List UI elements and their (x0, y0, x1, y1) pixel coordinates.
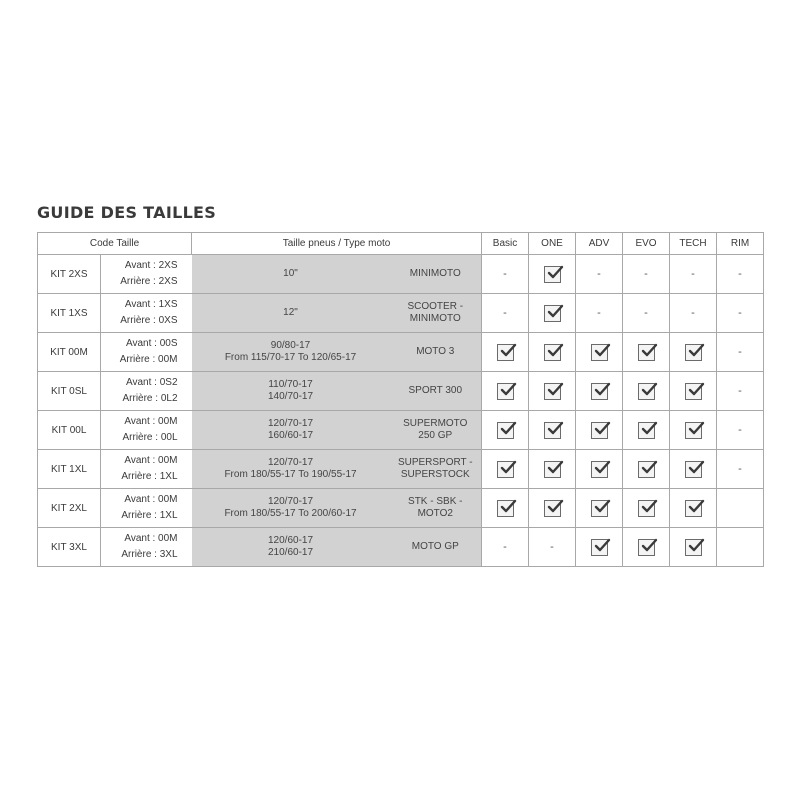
compat-cell-adv (576, 372, 623, 411)
check-icon (497, 422, 514, 439)
moto-type-line-1: MINIMOTO (409, 268, 461, 279)
header-basic: Basic (482, 233, 529, 255)
compat-cell-adv (576, 333, 623, 372)
tire-size-line-2: 160/60-17 (267, 430, 314, 441)
rear-size: Arrière : 2XS (120, 276, 178, 287)
check-icon (497, 500, 514, 517)
compat-cell-adv (576, 528, 623, 567)
moto-type-line-1: MOTO 3 (416, 346, 455, 357)
compat-cell-tech (670, 450, 717, 489)
table-row (38, 411, 764, 450)
moto-type-cell (390, 411, 482, 450)
compat-cell-adv (576, 450, 623, 489)
compat-cell-tech (670, 372, 717, 411)
rear-size: Arrière : 0L2 (122, 393, 178, 404)
dash-mark: - (738, 424, 742, 436)
dash-mark: - (738, 463, 742, 475)
page-title: GUIDE DES TAILLES (37, 203, 217, 222)
header-tech: TECH (670, 233, 717, 255)
kit-code: KIT 0SL (38, 372, 101, 411)
compat-cell-one (529, 294, 576, 333)
size-code-cell (101, 255, 192, 294)
compat-cell-evo (623, 294, 670, 333)
header-row (38, 233, 764, 255)
tire-size-line-1: 120/60-17 (267, 535, 314, 546)
rear-size: Arrière : 0XS (120, 315, 178, 326)
tire-size-line-2: 140/70-17 (267, 391, 314, 402)
compat-cell-tech (670, 255, 717, 294)
check-icon (591, 539, 608, 556)
compat-cell-tech (670, 333, 717, 372)
compat-cell-evo (623, 255, 670, 294)
moto-type-line-2: SUPERSTOCK (400, 469, 470, 480)
check-icon (638, 383, 655, 400)
compat-cell-evo (623, 372, 670, 411)
table-row (38, 255, 764, 294)
tire-size-line-2: From 180/55-17 To 190/55-17 (224, 469, 357, 480)
check-icon (497, 344, 514, 361)
compat-cell-evo (623, 411, 670, 450)
kit-code: KIT 1XS (38, 294, 101, 333)
tire-size-cell (192, 372, 390, 411)
tire-size-line-1: 120/70-17 (267, 457, 314, 468)
header-tire-moto: Taille pneus / Type moto (192, 233, 482, 255)
kit-code: KIT 1XL (38, 450, 101, 489)
rear-size: Arrière : 1XL (121, 471, 178, 482)
tire-size-line-1: 120/70-17 (267, 496, 314, 507)
rear-size: Arrière : 00M (119, 354, 178, 365)
rear-size: Arrière : 3XL (121, 549, 178, 560)
tire-size-line-1: 120/70-17 (267, 418, 314, 429)
dash-mark: - (644, 268, 648, 280)
header-code: Code Taille (38, 233, 192, 255)
front-size: Avant : 00M (124, 455, 178, 466)
compat-cell-one (529, 372, 576, 411)
dash-mark: - (550, 541, 554, 553)
kit-code: KIT 00L (38, 411, 101, 450)
check-icon (638, 461, 655, 478)
size-guide-table (37, 232, 764, 567)
tire-size-cell (192, 294, 390, 333)
compat-cell-adv (576, 294, 623, 333)
header-one: ONE (529, 233, 576, 255)
compat-cell-adv (576, 255, 623, 294)
check-icon (544, 383, 561, 400)
check-icon (497, 383, 514, 400)
front-size: Avant : 00S (125, 338, 178, 349)
check-icon (685, 383, 702, 400)
check-icon (685, 461, 702, 478)
tire-size-line-2: From 180/55-17 To 200/60-17 (224, 508, 357, 519)
moto-type-cell (390, 372, 482, 411)
moto-type-line-2: 250 GP (418, 430, 453, 441)
compat-cell-adv (576, 411, 623, 450)
front-size: Avant : 0S2 (125, 377, 178, 388)
check-icon (685, 422, 702, 439)
compat-cell-evo (623, 528, 670, 567)
front-size: Avant : 1XS (124, 299, 178, 310)
dash-mark: - (738, 346, 742, 358)
dash-mark: - (644, 307, 648, 319)
check-icon (591, 500, 608, 517)
size-code-cell (101, 411, 192, 450)
tire-size-line-1: 110/70-17 (268, 379, 313, 390)
check-icon (544, 422, 561, 439)
header-rim: RIM (717, 233, 764, 255)
front-size: Avant : 00M (124, 494, 178, 505)
compat-cell-one (529, 255, 576, 294)
kit-code: KIT 2XS (38, 255, 101, 294)
check-icon (544, 500, 561, 517)
table-row (38, 528, 764, 567)
table-row (38, 372, 764, 411)
header-evo: EVO (623, 233, 670, 255)
check-icon (591, 383, 608, 400)
table-row (38, 294, 764, 333)
compat-cell-basic (482, 411, 529, 450)
dash-mark: - (597, 307, 601, 319)
size-code-cell (101, 372, 192, 411)
size-code-cell (101, 528, 192, 567)
moto-type-cell (390, 255, 482, 294)
compat-cell-rim (717, 294, 764, 333)
dash-mark: - (597, 268, 601, 280)
size-code-cell (101, 333, 192, 372)
compat-cell-one (529, 333, 576, 372)
kit-code: KIT 2XL (38, 489, 101, 528)
tire-size-line-2: From 115/70-17 To 120/65-17 (224, 352, 357, 363)
compat-cell-rim (717, 372, 764, 411)
check-icon (591, 461, 608, 478)
tire-size-line-1: 10" (283, 268, 298, 279)
compat-cell-rim (717, 528, 764, 567)
compat-cell-evo (623, 333, 670, 372)
compat-cell-rim (717, 450, 764, 489)
moto-type-line-1: SUPERMOTO (403, 418, 468, 429)
dash-mark: - (691, 268, 695, 280)
dash-mark: - (503, 307, 507, 319)
check-icon (497, 461, 514, 478)
compat-cell-rim (717, 411, 764, 450)
dash-mark: - (503, 541, 507, 553)
compat-cell-basic (482, 528, 529, 567)
tire-size-line-2: 210/60-17 (267, 547, 314, 558)
compat-cell-basic (482, 255, 529, 294)
moto-type-line-1: STK - SBK - MOTO2 (408, 496, 463, 519)
table-row (38, 450, 764, 489)
dash-mark: - (738, 307, 742, 319)
check-icon (685, 539, 702, 556)
front-size: Avant : 2XS (124, 260, 178, 271)
check-icon (591, 344, 608, 361)
compat-cell-rim (717, 333, 764, 372)
moto-type-line-1: MOTO GP (411, 541, 459, 552)
moto-type-cell (390, 333, 482, 372)
check-icon (544, 266, 561, 283)
moto-type-cell (390, 489, 482, 528)
check-icon (638, 422, 655, 439)
size-code-cell (101, 489, 192, 528)
front-size: Avant : 00M (124, 416, 178, 427)
table-row (38, 333, 764, 372)
moto-type-line-1: SPORT 300 (408, 385, 463, 396)
dash-mark: - (691, 307, 695, 319)
dash-mark: - (738, 268, 742, 280)
compat-cell-evo (623, 450, 670, 489)
compat-cell-basic (482, 489, 529, 528)
tire-size-cell (192, 255, 390, 294)
kit-code: KIT 3XL (38, 528, 101, 567)
table-row (38, 489, 764, 528)
compat-cell-adv (576, 489, 623, 528)
moto-type-line-1: SUPERSPORT - (397, 457, 473, 468)
tire-size-cell (192, 450, 390, 489)
compat-cell-one (529, 450, 576, 489)
compat-cell-tech (670, 411, 717, 450)
tire-size-line-1: 12" (283, 307, 298, 318)
compat-cell-basic (482, 333, 529, 372)
compat-cell-one (529, 528, 576, 567)
moto-type-cell (390, 450, 482, 489)
moto-type-line-1: SCOOTER - (407, 301, 464, 312)
compat-cell-basic (482, 372, 529, 411)
check-icon (638, 344, 655, 361)
compat-cell-tech (670, 294, 717, 333)
check-icon (544, 305, 561, 322)
compat-cell-basic (482, 294, 529, 333)
compat-cell-one (529, 411, 576, 450)
compat-cell-rim (717, 489, 764, 528)
compat-cell-tech (670, 528, 717, 567)
size-code-cell (101, 294, 192, 333)
moto-type-line-2: MINIMOTO (409, 313, 461, 324)
tire-size-line-1: 90/80-17 (270, 340, 311, 351)
check-icon (685, 500, 702, 517)
rear-size: Arrière : 1XL (121, 510, 178, 521)
compat-cell-rim (717, 255, 764, 294)
check-icon (544, 461, 561, 478)
dash-mark: - (503, 268, 507, 280)
compat-cell-basic (482, 450, 529, 489)
dash-mark: - (738, 385, 742, 397)
tire-size-cell (192, 528, 390, 567)
kit-code: KIT 00M (38, 333, 101, 372)
moto-type-cell (390, 294, 482, 333)
moto-type-cell (390, 528, 482, 567)
tire-size-cell (192, 333, 390, 372)
compat-cell-one (529, 489, 576, 528)
tire-size-cell (192, 489, 390, 528)
compat-cell-evo (623, 489, 670, 528)
check-icon (544, 344, 561, 361)
check-icon (591, 422, 608, 439)
front-size: Avant : 00M (124, 533, 178, 544)
size-code-cell (101, 450, 192, 489)
check-icon (685, 344, 702, 361)
tire-size-cell (192, 411, 390, 450)
header-adv: ADV (576, 233, 623, 255)
rear-size: Arrière : 00L (122, 432, 178, 443)
compat-cell-tech (670, 489, 717, 528)
check-icon (638, 500, 655, 517)
check-icon (638, 539, 655, 556)
